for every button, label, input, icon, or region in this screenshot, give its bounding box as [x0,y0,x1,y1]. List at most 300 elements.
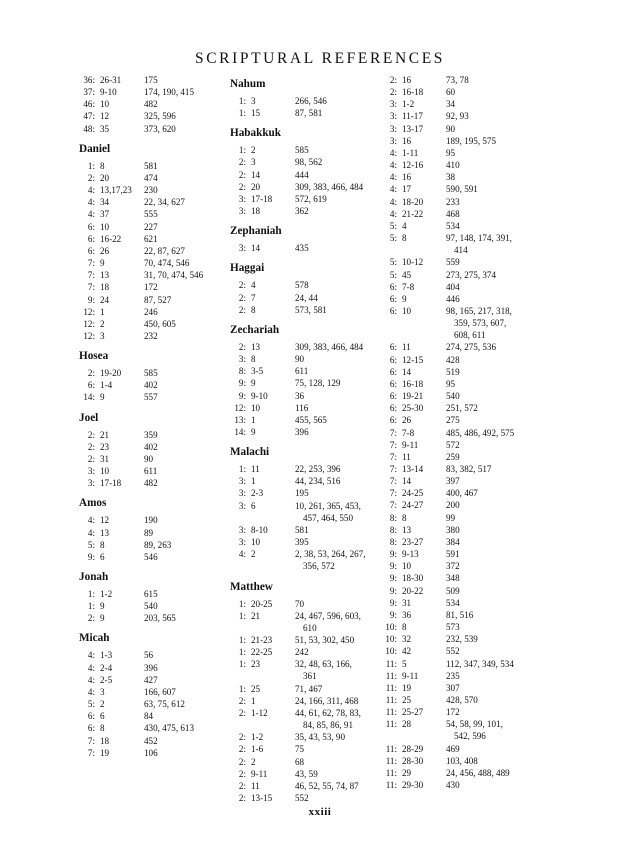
reference-entry [230,524,375,536]
reference-entry [381,414,521,426]
verse-range: 8 [251,354,256,365]
reference-entry [79,318,219,330]
page-references [293,377,375,389]
chapter-number: 6: [389,305,397,316]
verse-range: 19 [402,682,412,693]
chapter-number: 48: [83,123,95,134]
reference-entry [381,171,521,183]
reference-entry [79,208,219,220]
page-references [142,453,219,465]
page-references-line: 203, 565 [144,613,176,624]
page-references-line: 90 [295,354,305,365]
page-references [142,722,219,734]
reference-entry [230,695,375,707]
page-references-line: 233 [446,196,460,207]
page-references-line: 559 [446,257,460,268]
verse-range: 9-11 [402,439,419,450]
page-references-line: 246 [144,306,158,317]
chapter-number: 2: [238,280,246,291]
verse-range: 10-12 [402,257,424,268]
reference-entry [79,539,219,551]
reference-entry [79,527,219,539]
chapter-number: 6: [87,245,95,256]
page-references-line: 428, 570 [446,694,478,705]
chapter-number: 1: [238,610,246,621]
verse-range: 2-5 [100,674,113,685]
page-references [142,674,219,686]
page-references-line: 87, 581 [295,108,323,119]
page-references [142,257,219,269]
page-references-line: 232 [144,330,158,341]
page-references-line: 404 [446,281,460,292]
page-references [293,792,375,804]
reference-entry [230,377,375,389]
verse-range: 18 [251,206,261,217]
page-references-line: 402 [144,441,158,452]
verse-range: 2 [251,549,256,560]
page-references-line: 90 [446,123,456,134]
page-references-line: 32, 48, 63, 166, [295,659,352,670]
chapter-number: 12: [83,330,95,341]
chapter-number: 4: [87,527,95,538]
chapter-number: 9: [238,378,246,389]
page-references-line: 557 [144,392,158,403]
page-references [444,536,521,548]
reference-entry [79,86,219,98]
page-references [444,512,521,524]
page-references [142,441,219,453]
chapter-number: 2: [87,172,95,183]
book-heading: Matthew [230,580,273,593]
page-references-line: 84 [144,711,154,722]
page-references-line: 24, 467, 596, 603, [295,610,361,621]
chapter-number: 5: [87,539,95,550]
page-references-line: 573, 581 [295,304,327,315]
reference-entry [79,281,219,293]
page-references-line: 97, 148, 174, 391, [446,233,512,244]
page-references-line: 116 [295,402,309,413]
page-references [293,598,375,610]
page-references [293,548,375,572]
verse-range: 16 [402,135,412,146]
page-references-line: 372 [446,561,460,572]
reference-entry [381,560,521,572]
verse-range: 29 [402,767,412,778]
page-references [444,609,521,621]
page-references-line: 410 [446,160,460,171]
chapter-number: 8: [238,366,246,377]
page-references-line: 174, 190, 415 [144,87,195,98]
chapter-number: 2: [87,429,95,440]
page-references-line: 534 [446,220,460,231]
verse-range: 3 [251,157,256,168]
verse-range: 12-16 [402,160,424,171]
page-references [293,487,375,499]
reference-entry [381,232,521,256]
page-references-line: 106 [144,747,158,758]
verse-range: 13-15 [251,793,273,804]
verse-range: 9 [100,601,105,612]
chapter-number: 3: [238,488,246,499]
reference-entry [230,353,375,365]
chapter-number: 3: [389,135,397,146]
verse-range: 12-15 [402,354,424,365]
reference-entry [381,682,521,694]
verse-range: 13 [100,527,110,538]
chapter-number: 4: [87,686,95,697]
reference-entry [79,612,219,624]
reference-entry [230,536,375,548]
chapter-number: 1: [87,601,95,612]
reference-entry [381,645,521,657]
verse-range: 19 [100,747,110,758]
reference-entry [381,572,521,584]
chapter-number: 2: [389,75,397,85]
reference-entry [381,378,521,390]
page-title: SCRIPTURAL REFERENCES [195,50,445,67]
verse-range: 10 [251,537,261,548]
chapter-number: 6: [389,293,397,304]
page-references-line: 235 [446,670,460,681]
reference-entry [79,74,219,86]
page-references-line: 195 [295,488,309,499]
chapter-number: 11: [385,767,397,778]
page-references [142,662,219,674]
page-references [444,560,521,572]
chapter-number: 36: [83,75,95,85]
verse-range: 19-21 [402,391,424,402]
page-references [142,233,219,245]
page-references-line: 396 [144,662,158,673]
page-references-line: 190 [144,515,158,526]
verse-range: 20 [100,172,110,183]
verse-range: 28-30 [402,755,424,766]
page-references [293,304,375,316]
page-references-line: 227 [144,221,158,232]
verse-range: 14 [402,476,412,487]
page-references [293,156,375,168]
chapter-number: 9: [389,549,397,560]
page-references-line: 540 [144,601,158,612]
page-references [142,74,219,86]
chapter-number: 2: [238,780,246,791]
page-references-line: 112, 347, 349, 534 [446,658,514,669]
page-references [293,463,375,475]
page-references-line: 572 [446,439,460,450]
page-references [293,341,375,353]
page-references-line: 43, 59 [295,768,318,779]
page-references-line: 92, 93 [446,111,469,122]
page-references [293,768,375,780]
verse-range: 25 [402,694,412,705]
verse-range: 23-27 [402,536,424,547]
book-heading: Haggai [230,262,265,275]
chapter-number: 11: [385,719,397,730]
page-references [444,755,521,767]
page-references [142,98,219,110]
page-references-line: 273, 275, 374 [446,269,497,280]
chapter-number: 4: [87,650,95,661]
page-references-line: 455, 565 [295,414,327,425]
verse-range: 13-14 [402,464,424,474]
page-references [142,318,219,330]
chapter-number: 3: [238,500,246,511]
reference-entry [230,658,375,682]
page-references-line: 200 [446,500,460,511]
page-references-line: 98, 165, 217, 318, [446,305,512,316]
chapter-number: 3: [389,111,397,122]
page-references-continuation: 608, 611 [454,330,486,341]
page-references [293,402,375,414]
verse-range: 9-10 [251,390,268,401]
reference-entry [381,475,521,487]
page-references-line: 60 [446,87,456,98]
verse-range: 13 [251,341,261,352]
page-references [293,731,375,743]
chapter-number: 2: [238,292,246,303]
reference-entry [230,279,375,291]
reference-entry [381,341,521,353]
page-references [142,514,219,526]
reference-entry [230,95,375,107]
verse-range: 3 [100,686,105,697]
verse-range: 2-3 [251,488,264,499]
reference-entry [79,429,219,441]
reference-entry [230,144,375,156]
page-references-line: 44, 61, 62, 78, 83, [295,707,361,718]
page-references-line: 175 [144,75,158,85]
reference-entry [79,465,219,477]
page-references [293,646,375,658]
page-references [293,242,375,254]
verse-range: 3-5 [251,366,264,377]
book-heading: Malachi [230,446,270,459]
verse-range: 6 [251,500,256,511]
chapter-number: 4: [87,209,95,220]
verse-range: 21 [251,610,261,621]
page-references [444,74,521,86]
page-references [293,292,375,304]
page-references [142,160,219,172]
verse-range: 8 [100,160,105,171]
reference-entry [381,585,521,597]
page-references [444,86,521,98]
reference-entry [381,220,521,232]
verse-range: 20-22 [402,585,424,596]
page-references-line: 24, 166, 311, 468 [295,695,359,706]
page-references-line: 103, 408 [446,755,478,766]
chapter-number: 2: [87,368,95,379]
page-references-line: 380 [446,524,460,535]
chapter-number: 13: [234,414,246,425]
index-column-2 [230,74,375,804]
reference-entry [381,256,521,268]
page-references [444,621,521,633]
reference-entry [230,365,375,377]
reference-entry [230,683,375,695]
page-references [293,743,375,755]
verse-range: 12 [100,111,110,122]
page-references-line: 359 [144,429,158,440]
page-references-line: 468 [446,208,460,219]
book-heading: Hosea [79,350,109,363]
page-references-line: 555 [144,209,158,220]
page-references [444,232,521,256]
chapter-number: 9: [389,597,397,608]
chapter-number: 4: [389,172,397,183]
page-references [444,633,521,645]
page-references [142,710,219,722]
verse-range: 7-8 [402,281,415,292]
reference-entry [79,674,219,686]
page-references-line: 400, 467 [446,488,478,499]
page-references-line: 275 [446,415,460,426]
reference-entry [381,706,521,718]
verse-range: 25 [251,683,261,694]
chapter-number: 46: [83,99,95,110]
verse-range: 5 [402,658,407,669]
verse-range: 42 [402,646,412,657]
page-references [444,208,521,220]
page-references-line: 54, 58, 99, 101, [446,719,503,730]
verse-range: 9 [402,293,407,304]
page-references [444,779,521,791]
reference-entry [230,205,375,217]
chapter-number: 5: [87,699,95,710]
chapter-number: 6: [87,233,95,244]
book-heading: Zephaniah [230,225,282,238]
page-references-line: 573 [446,622,460,633]
verse-range: 18 [100,735,110,746]
verse-range: 13 [100,270,110,281]
page-references [142,306,219,318]
reference-entry [79,514,219,526]
verse-range: 9-13 [402,549,419,560]
verse-range: 1-4 [100,380,113,391]
page-references-line: 166, 607 [144,686,176,697]
chapter-number: 3: [238,524,246,535]
reference-entry [381,548,521,560]
reference-entry [381,536,521,548]
chapter-number: 1: [238,683,246,694]
verse-range: 16 [402,75,412,85]
chapter-number: 5: [389,233,397,244]
page-references-line: 384 [446,536,460,547]
page-references [293,205,375,217]
reference-entry [230,402,375,414]
chapter-number: 11: [385,755,397,766]
chapter-number: 9: [238,390,246,401]
reference-entry [381,123,521,135]
verse-range: 12 [100,515,110,526]
chapter-number: 4: [87,674,95,685]
page-references [142,86,219,98]
page-references [293,365,375,377]
page-references-continuation: 84, 85, 86, 91 [303,720,354,731]
page-references-line: 75, 128, 129 [295,378,341,389]
page-references-line: 585 [144,368,158,379]
chapter-number: 3: [238,193,246,204]
chapter-number: 6: [389,281,397,292]
page-references [293,107,375,119]
page-references-line: 87, 527 [144,294,172,305]
page-references [293,695,375,707]
page-references-line: 519 [446,366,460,377]
page-references [293,279,375,291]
page-references-line: 402 [144,380,158,391]
chapter-number: 6: [389,342,397,353]
chapter-number: 2: [238,341,246,352]
page-references [444,171,521,183]
page-references-line: 274, 275, 536 [446,342,497,353]
page-references-line: 259 [446,451,460,462]
page-references-line: 68 [295,756,305,767]
chapter-number: 2: [238,732,246,743]
page-references [444,682,521,694]
book-heading: Amos [79,497,107,510]
verse-range: 2 [100,318,105,329]
reference-entry [381,597,521,609]
verse-range: 9 [100,392,105,403]
chapter-number: 1: [238,464,246,475]
verse-range: 9 [251,378,256,389]
verse-range: 34 [100,197,110,208]
page-references-line: 90 [144,453,154,464]
reference-entry [381,390,521,402]
page-references [142,735,219,747]
chapter-number: 3: [238,537,246,548]
page-references-line: 444 [295,169,309,180]
index-column-1 [79,74,219,759]
page-references [444,463,521,475]
reference-entry [79,662,219,674]
chapter-number: 7: [389,488,397,499]
chapter-number: 2: [389,87,397,98]
page-references-line: 611 [295,366,309,377]
verse-range: 23 [100,441,110,452]
page-references-line: 31, 70, 474, 546 [144,270,204,281]
chapter-number: 2: [238,157,246,168]
chapter-number: 9: [87,294,95,305]
verse-range: 1-2 [402,99,415,110]
reference-entry [79,269,219,281]
verse-range: 4 [251,280,256,291]
page-references-line: 509 [446,585,460,596]
page-references-line: 581 [295,524,309,535]
verse-range: 7 [251,292,256,303]
reference-entry [230,390,375,402]
page-references [142,747,219,759]
reference-entry [230,414,375,426]
verse-range: 13-17 [402,123,424,134]
reference-entry [381,354,521,366]
reference-entry [381,633,521,645]
verse-range: 21 [100,429,110,440]
page-references-line: 546 [144,551,158,562]
verse-range: 25-30 [402,403,424,414]
reference-entry [381,74,521,86]
page-references [444,354,521,366]
page-references-line: 73, 78 [446,75,469,85]
chapter-number: 14: [83,392,95,403]
verse-range: 16-18 [402,378,424,389]
page-references-line: 44, 234, 516 [295,476,341,487]
chapter-number: 6: [389,415,397,426]
reference-entry [79,160,219,172]
page-references-line: 615 [144,589,158,599]
chapter-number: 2: [238,756,246,767]
reference-entry [230,610,375,634]
